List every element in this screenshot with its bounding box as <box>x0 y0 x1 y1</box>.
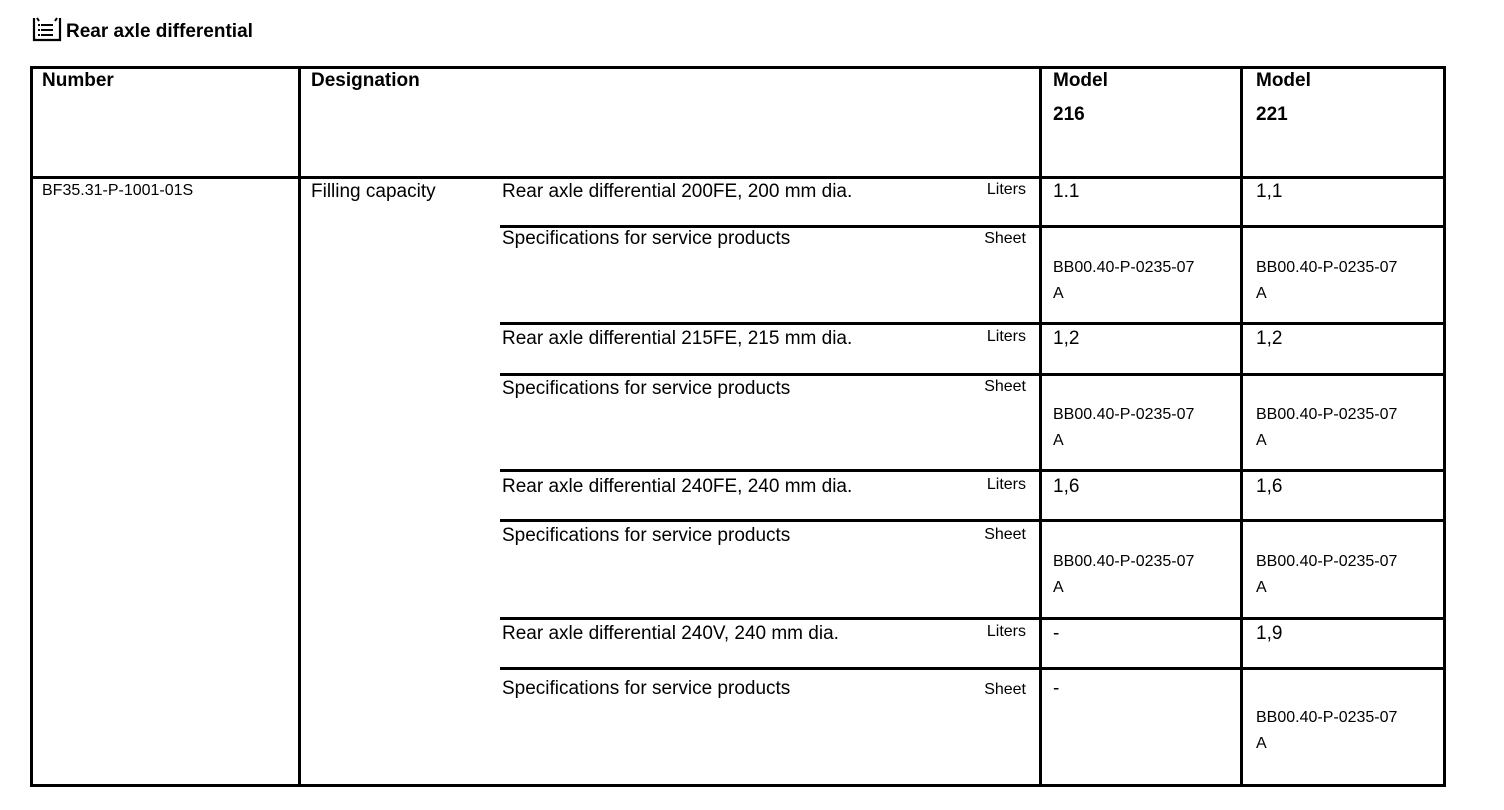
row-unit: Liters <box>986 623 1026 640</box>
row-value-216-suffix: A <box>1053 432 1064 449</box>
header-divider <box>30 176 1446 179</box>
row-unit: Liters <box>986 328 1026 345</box>
row-description: Specifications for service products <box>502 228 791 249</box>
col-divider-model-221 <box>1240 66 1243 787</box>
row-divider <box>500 667 1446 670</box>
row-divider <box>500 617 1446 620</box>
row-value-221: 1,9 <box>1256 623 1283 644</box>
row-description: Specifications for service products <box>502 678 791 699</box>
header-model-221-label: Model <box>1256 70 1311 91</box>
entry-designation: Filling capacity <box>311 181 436 202</box>
row-divider <box>500 322 1446 325</box>
row-unit: Liters <box>986 476 1026 493</box>
row-value-221: BB00.40-P-0235-07 <box>1256 553 1398 570</box>
col-divider-number <box>298 66 301 787</box>
row-value-216: BB00.40-P-0235-07 <box>1053 406 1195 423</box>
row-value-221: BB00.40-P-0235-07 <box>1256 709 1398 726</box>
row-divider <box>500 519 1446 522</box>
header-number: Number <box>42 70 114 91</box>
document-list-icon <box>32 16 62 42</box>
row-value-221-suffix: A <box>1256 735 1267 752</box>
row-divider <box>500 469 1446 472</box>
page-title: Rear axle differential <box>66 20 253 42</box>
row-value-221: BB00.40-P-0235-07 <box>1256 406 1398 423</box>
row-description: Specifications for service products <box>502 378 791 399</box>
row-description: Specifications for service products <box>502 525 791 546</box>
row-value-216: - <box>1053 623 1060 644</box>
row-value-221: 1,2 <box>1256 328 1283 349</box>
row-value-221-suffix: A <box>1256 579 1267 596</box>
row-description: Rear axle differential 215FE, 215 mm dia. <box>502 328 853 349</box>
row-value-221-suffix: A <box>1256 432 1267 449</box>
row-value-221: 1,1 <box>1256 181 1283 202</box>
row-value-216: 1,6 <box>1053 476 1080 497</box>
section-title <box>32 14 253 44</box>
header-model-216-label: Model <box>1053 70 1108 91</box>
row-value-216: 1,2 <box>1053 328 1080 349</box>
row-unit: Sheet <box>984 230 1026 247</box>
row-unit: Liters <box>986 181 1026 198</box>
row-description: Rear axle differential 240V, 240 mm dia. <box>502 623 839 644</box>
row-value-216-suffix: A <box>1053 285 1064 302</box>
header-model-221-value: 221 <box>1256 104 1288 125</box>
row-value-221-suffix: A <box>1256 285 1267 302</box>
row-unit: Sheet <box>984 378 1026 395</box>
header-model-216-value: 216 <box>1053 104 1085 125</box>
row-value-221: 1,6 <box>1256 476 1283 497</box>
row-value-216: 1.1 <box>1053 181 1080 202</box>
header-designation: Designation <box>311 70 420 91</box>
row-description: Rear axle differential 200FE, 200 mm dia. <box>502 181 853 202</box>
row-description: Rear axle differential 240FE, 240 mm dia. <box>502 476 853 497</box>
row-value-221: BB00.40-P-0235-07 <box>1256 259 1398 276</box>
row-unit: Sheet <box>984 681 1026 698</box>
entry-number: BF35.31-P-1001-01S <box>42 182 194 199</box>
row-value-216: BB00.40-P-0235-07 <box>1053 259 1195 276</box>
row-unit: Sheet <box>984 526 1026 543</box>
row-value-216: - <box>1053 678 1060 699</box>
row-value-216-suffix: A <box>1053 579 1064 596</box>
row-divider <box>500 373 1446 376</box>
row-value-216: BB00.40-P-0235-07 <box>1053 553 1195 570</box>
col-divider-model-216 <box>1039 66 1042 787</box>
